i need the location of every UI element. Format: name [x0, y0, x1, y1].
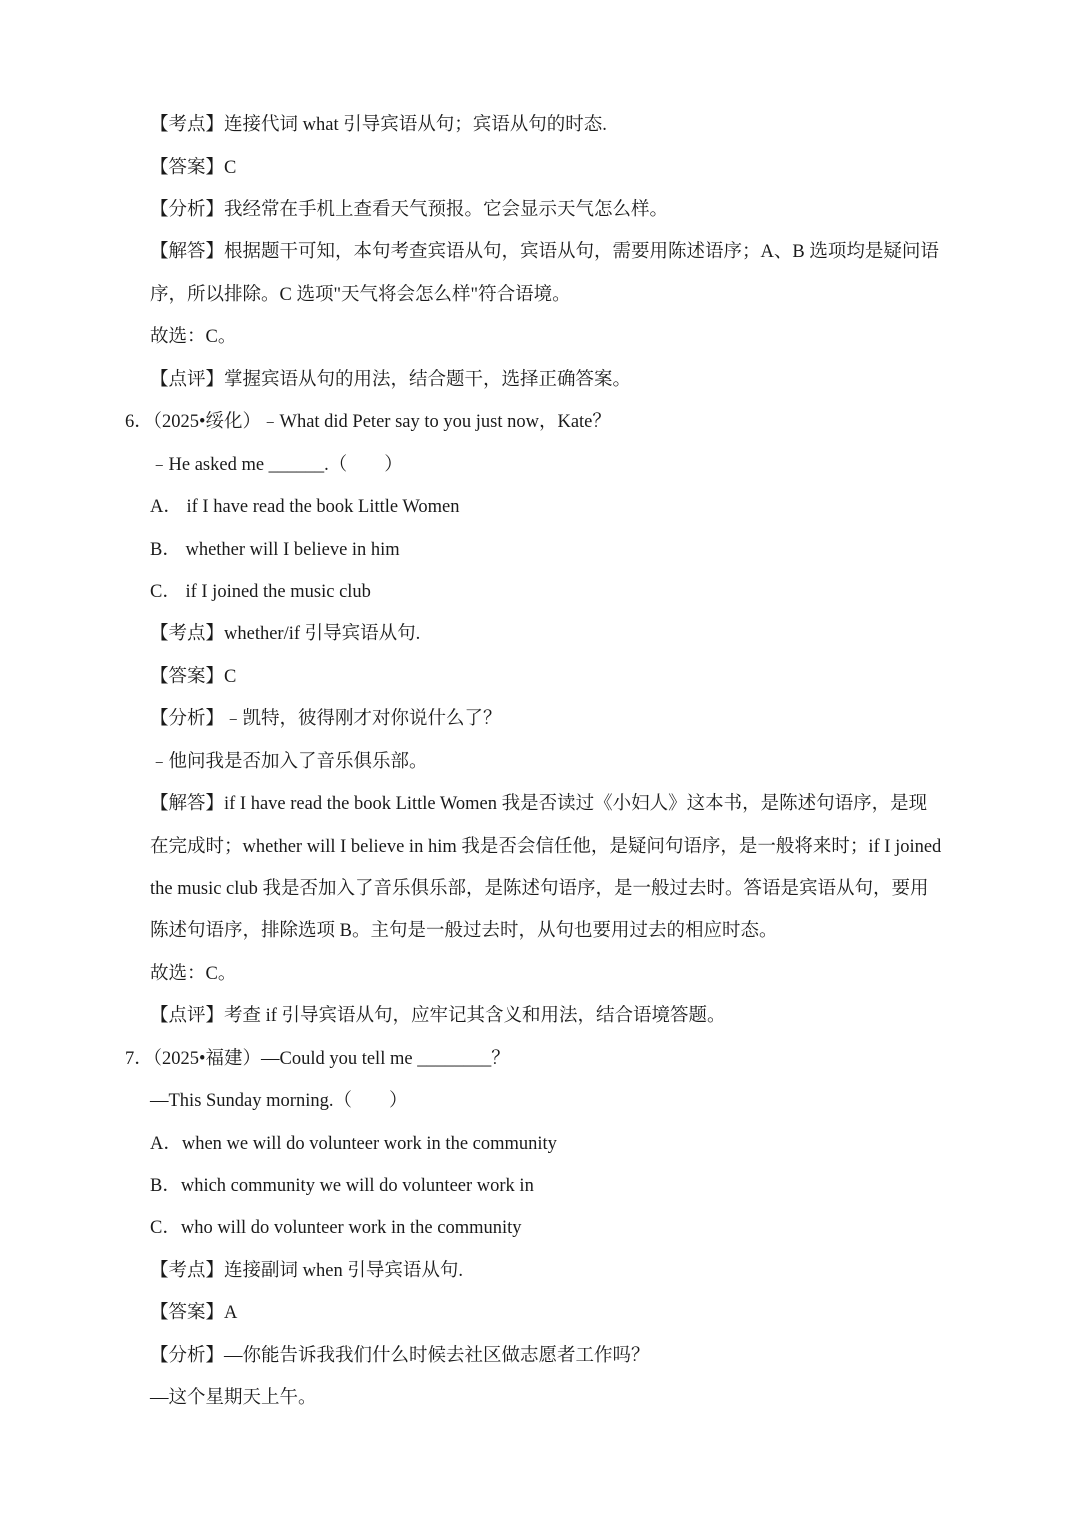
q6-guxuan: 故选：C。	[150, 964, 237, 984]
q7-fenxi-line1: 【分析】—你能告诉我我们什么时候去社区做志愿者工作吗？	[150, 1346, 650, 1366]
q6-jieda-line1: 【解答】if I have read the book Little Women 我是否读过《小妇人》这本书，是陈述句语序，是现	[150, 794, 928, 814]
q7-option-c: C．who will do volunteer work in the community	[150, 1218, 522, 1238]
q6-fenxi-line1: 【分析】﹣凯特，彼得刚才对你说什么了？	[150, 709, 502, 729]
q6-dianping: 【点评】考查 if 引导宾语从句，应牢记其含义和用法，结合语境答题。	[150, 1006, 726, 1026]
q6-jieda-line4: 陈述句语序，排除选项 B。主句是一般过去时，从句也要用过去的相应时态。	[150, 921, 778, 941]
q6-option-a: A． if I have read the book Little Women	[150, 497, 460, 517]
q6-stem: 6．（2025•绥化）﹣What did Peter say to you just now，Kate？	[125, 412, 611, 432]
q6-jieda-line3: the music club 我是否加入了音乐俱乐部，是陈述句语序，是一般过去时。答语是宾语从句，要用	[150, 879, 929, 899]
q7-kaodian: 【考点】连接副词 when 引导宾语从句.	[150, 1261, 463, 1281]
q5-guxuan: 故选：C。	[150, 327, 237, 347]
q6-kaodian: 【考点】whether/if 引导宾语从句.	[150, 624, 421, 644]
q6-option-b: B． whether will I believe in him	[150, 540, 400, 560]
q7-stem: 7．（2025•福建）—Could you tell me ________？	[125, 1049, 510, 1069]
q6-fenxi-line2: ﹣他问我是否加入了音乐俱乐部。	[150, 752, 428, 772]
q5-daan: 【答案】C	[150, 158, 237, 178]
q7-daan: 【答案】A	[150, 1303, 238, 1323]
q6-option-c: C． if I joined the music club	[150, 582, 371, 602]
q7-option-a: A．when we will do volunteer work in the community	[150, 1134, 557, 1154]
q5-jieda-line2: 序，所以排除。C 选项"天气将会怎么样"符合语境。	[150, 285, 571, 305]
q7-option-b: B．which community we will do volunteer work in	[150, 1176, 534, 1196]
q7-fenxi-line2: —这个星期天上午。	[150, 1388, 317, 1408]
q6-stem2: ﹣He asked me ______.（ ）	[150, 455, 403, 475]
q6-daan: 【答案】C	[150, 667, 237, 687]
q6-jieda-line2: 在完成时；whether will I believe in him 我是否会信任他，是疑问句语序，是一般将来时；if I joined	[150, 837, 942, 857]
q5-kaodian: 【考点】连接代词 what 引导宾语从句；宾语从句的时态.	[150, 115, 607, 135]
q5-dianping: 【点评】掌握宾语从句的用法，结合题干，选择正确答案。	[150, 370, 632, 390]
q7-stem2: —This Sunday morning.（ ）	[150, 1091, 408, 1111]
q5-fenxi: 【分析】我经常在手机上查看天气预报。它会显示天气怎么样。	[150, 200, 669, 220]
q5-jieda-line1: 【解答】根据题干可知，本句考查宾语从句，宾语从句，需要用陈述语序；A、B 选项均是疑问语	[150, 242, 939, 262]
